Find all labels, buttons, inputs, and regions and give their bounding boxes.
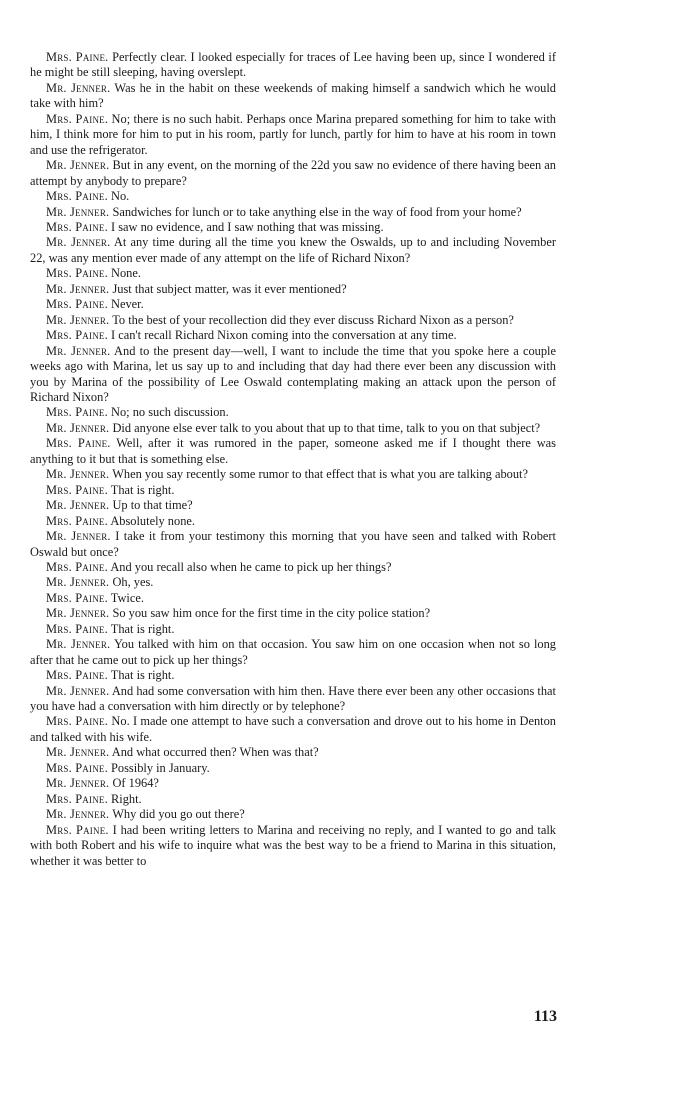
speaker-label: Mr. Jenner. bbox=[46, 281, 110, 296]
transcript-paragraph bbox=[30, 807, 556, 822]
page-number: 113 bbox=[533, 1008, 557, 1025]
transcript-paragraph bbox=[30, 328, 556, 343]
transcript-paragraph bbox=[30, 436, 556, 467]
speaker-label: Mr. Jenner. bbox=[46, 529, 111, 544]
speech-text: I saw no evidence, and I saw nothing that was missing. bbox=[111, 219, 384, 234]
speech-text: Oh, yes. bbox=[112, 575, 154, 590]
speaker-label: Mrs. Paine. bbox=[46, 297, 108, 312]
speech-text: And what occurred then? When was that? bbox=[111, 745, 319, 760]
speaker-label: Mrs. Paine. bbox=[46, 482, 108, 497]
transcript-paragraph bbox=[30, 282, 556, 297]
speech-text: Did anyone else ever talk to you about that up to that time, talk to you on that subject? bbox=[112, 420, 541, 435]
transcript-paragraph bbox=[30, 792, 556, 807]
speaker-label: Mr. Jenner. bbox=[46, 637, 111, 652]
transcript-paragraph bbox=[30, 745, 556, 760]
transcript-paragraph bbox=[30, 684, 556, 715]
transcript-paragraph bbox=[30, 235, 556, 266]
speech-text: No. I made one attempt to have such a conversation and drove out to his home in Denton and talked with his wife. bbox=[30, 714, 556, 744]
testimony-transcript bbox=[30, 50, 556, 869]
speaker-label: Mr. Jenner. bbox=[46, 343, 111, 358]
transcript-paragraph bbox=[30, 761, 556, 776]
speech-text: Just that subject matter, was it ever mentioned? bbox=[112, 281, 347, 296]
speech-text: Up to that time? bbox=[112, 498, 193, 513]
speech-text: No; no such discussion. bbox=[111, 405, 229, 420]
speaker-label: Mrs. Paine. bbox=[46, 189, 108, 204]
speech-text: Perfectly clear. I looked especially for traces of Lee having been up, since I wondered if he might be still sleeping, having overslept. bbox=[30, 50, 556, 80]
speech-text: To the best of your recollection did they ever discuss Richard Nixon as a person? bbox=[112, 312, 514, 327]
transcript-paragraph bbox=[30, 591, 556, 606]
speaker-label: Mrs. Paine. bbox=[46, 791, 108, 806]
speaker-label: Mr. Jenner. bbox=[46, 204, 110, 219]
speech-text: That is right. bbox=[110, 621, 175, 636]
speaker-label: Mrs. Paine. bbox=[46, 621, 108, 636]
speaker-label: Mr. Jenner. bbox=[46, 80, 111, 95]
speaker-label: Mrs. Paine. bbox=[46, 513, 108, 528]
speaker-label: Mr. Jenner. bbox=[46, 420, 110, 435]
transcript-paragraph bbox=[30, 205, 556, 220]
transcript-paragraph bbox=[30, 220, 556, 235]
speech-text: You talked with him on that occasion. You saw him on one occasion when not so long after that he came out to pick up her things? bbox=[30, 637, 557, 667]
speech-text: So you saw him once for the first time in the city police station? bbox=[112, 606, 431, 621]
transcript-paragraph bbox=[30, 467, 556, 482]
speaker-label: Mr. Jenner. bbox=[46, 312, 110, 327]
speech-text: Possibly in January. bbox=[111, 760, 210, 775]
transcript-paragraph bbox=[30, 776, 556, 791]
transcript-paragraph bbox=[30, 575, 556, 590]
speaker-label: Mr. Jenner. bbox=[46, 158, 110, 173]
speech-text: At any time during all the time you knew the Oswalds, up to and including November 22, was any mention ever made of any attempt on the life of Richard Nixon? bbox=[30, 235, 556, 265]
speaker-label: Mrs. Paine. bbox=[46, 111, 109, 126]
speech-text: No; there is no such habit. Perhaps once Marina prepared something for him to take with him, I think more for him to put in his room, partly for lunch, partly for him to have at his room in town and use the refrigerator. bbox=[30, 111, 556, 157]
speech-text: That is right. bbox=[110, 668, 175, 683]
speaker-label: Mrs. Paine. bbox=[46, 219, 108, 234]
transcript-paragraph bbox=[30, 405, 556, 420]
transcript-paragraph bbox=[30, 421, 556, 436]
speaker-label: Mr. Jenner. bbox=[46, 606, 110, 621]
transcript-paragraph bbox=[30, 189, 556, 204]
speaker-label: Mr. Jenner. bbox=[46, 683, 110, 698]
speaker-label: Mrs. Paine. bbox=[46, 50, 109, 64]
transcript-paragraph bbox=[30, 560, 556, 575]
speaker-label: Mrs. Paine. bbox=[46, 559, 108, 574]
transcript-paragraph bbox=[30, 112, 556, 158]
speech-text: No. bbox=[111, 189, 130, 204]
speaker-label: Mr. Jenner. bbox=[46, 745, 110, 760]
transcript-paragraph bbox=[30, 50, 556, 81]
speech-text: When you say recently some rumor to that effect that is what you are talking about? bbox=[112, 467, 528, 482]
speech-text: Right. bbox=[111, 791, 142, 806]
transcript-paragraph bbox=[30, 266, 556, 281]
transcript-paragraph bbox=[30, 668, 556, 683]
speech-text: Never. bbox=[111, 297, 144, 312]
transcript-paragraph bbox=[30, 529, 556, 560]
transcript-paragraph bbox=[30, 823, 556, 869]
transcript-paragraph bbox=[30, 514, 556, 529]
transcript-paragraph bbox=[30, 498, 556, 513]
speaker-label: Mrs. Paine. bbox=[46, 328, 108, 343]
speaker-label: Mr. Jenner. bbox=[46, 467, 110, 482]
speech-text: None. bbox=[111, 266, 141, 281]
transcript-paragraph bbox=[30, 606, 556, 621]
speech-text: Well, after it was rumored in the paper, someone asked me if I thought there was anything to it but that is something else. bbox=[30, 436, 557, 466]
transcript-paragraph bbox=[30, 344, 556, 406]
speaker-label: Mrs. Paine. bbox=[46, 590, 108, 605]
speaker-label: Mr. Jenner. bbox=[46, 807, 110, 822]
speaker-label: Mr. Jenner. bbox=[46, 498, 110, 513]
speech-text: And to the present day—well, I want to include the time that you spoke here a couple weeks ago with Marina, let us say up to and including that day had there ever been any discussion with you by Marina of the possibility of Lee Oswald contemplating making an attack upon the person of Richard Nixon? bbox=[30, 343, 556, 404]
speech-text: Was he in the habit on these weekends of making himself a sandwich which he would take with him? bbox=[30, 80, 556, 111]
transcript-paragraph bbox=[30, 297, 556, 312]
speech-text: And you recall also when he came to pick up her things? bbox=[110, 559, 392, 574]
speaker-label: Mrs. Paine. bbox=[46, 822, 109, 837]
speech-text: That is right. bbox=[110, 482, 175, 497]
speaker-label: Mr. Jenner. bbox=[46, 235, 111, 250]
speech-text: And had some conversation with him then. Have there ever been any other occasions that you have had a conversation with him directly or by telephone? bbox=[30, 683, 556, 714]
speaker-label: Mr. Jenner. bbox=[46, 575, 110, 590]
speech-text: I take it from your testimony this morning that you have seen and talked with Robert Oswald but once? bbox=[30, 529, 556, 559]
transcript-paragraph bbox=[30, 483, 556, 498]
speaker-label: Mr. Jenner. bbox=[46, 776, 110, 791]
speech-text: I had been writing letters to Marina and receiving no reply, and I wanted to go and talk with both Robert and his wife to inquire what was the best way to be a friend to Marina in this situation, whether it was better to bbox=[30, 822, 556, 868]
speech-text: Why did you go out there? bbox=[112, 807, 245, 822]
speaker-label: Mrs. Paine. bbox=[46, 714, 109, 729]
speaker-label: Mrs. Paine. bbox=[46, 266, 108, 281]
speaker-label: Mrs. Paine. bbox=[46, 668, 108, 683]
speaker-label: Mrs. Paine. bbox=[46, 760, 108, 775]
speech-text: But in any event, on the morning of the 22d you saw no evidence of there having been an attempt by anybody to prepare? bbox=[30, 158, 556, 188]
transcript-paragraph bbox=[30, 637, 556, 668]
speech-text: Twice. bbox=[110, 590, 144, 605]
speech-text: Of 1964? bbox=[112, 776, 159, 791]
transcript-paragraph bbox=[30, 714, 556, 745]
speech-text: Absolutely none. bbox=[110, 513, 195, 528]
transcript-paragraph bbox=[30, 622, 556, 637]
speech-text: I can't recall Richard Nixon coming into the conversation at any time. bbox=[111, 328, 457, 343]
transcript-paragraph bbox=[30, 313, 556, 328]
transcript-paragraph bbox=[30, 81, 556, 112]
speech-text: Sandwiches for lunch or to take anything else in the way of food from your home? bbox=[112, 204, 522, 219]
speaker-label: Mrs. Paine. bbox=[46, 436, 111, 451]
transcript-paragraph bbox=[30, 158, 556, 189]
speaker-label: Mrs. Paine. bbox=[46, 405, 108, 420]
